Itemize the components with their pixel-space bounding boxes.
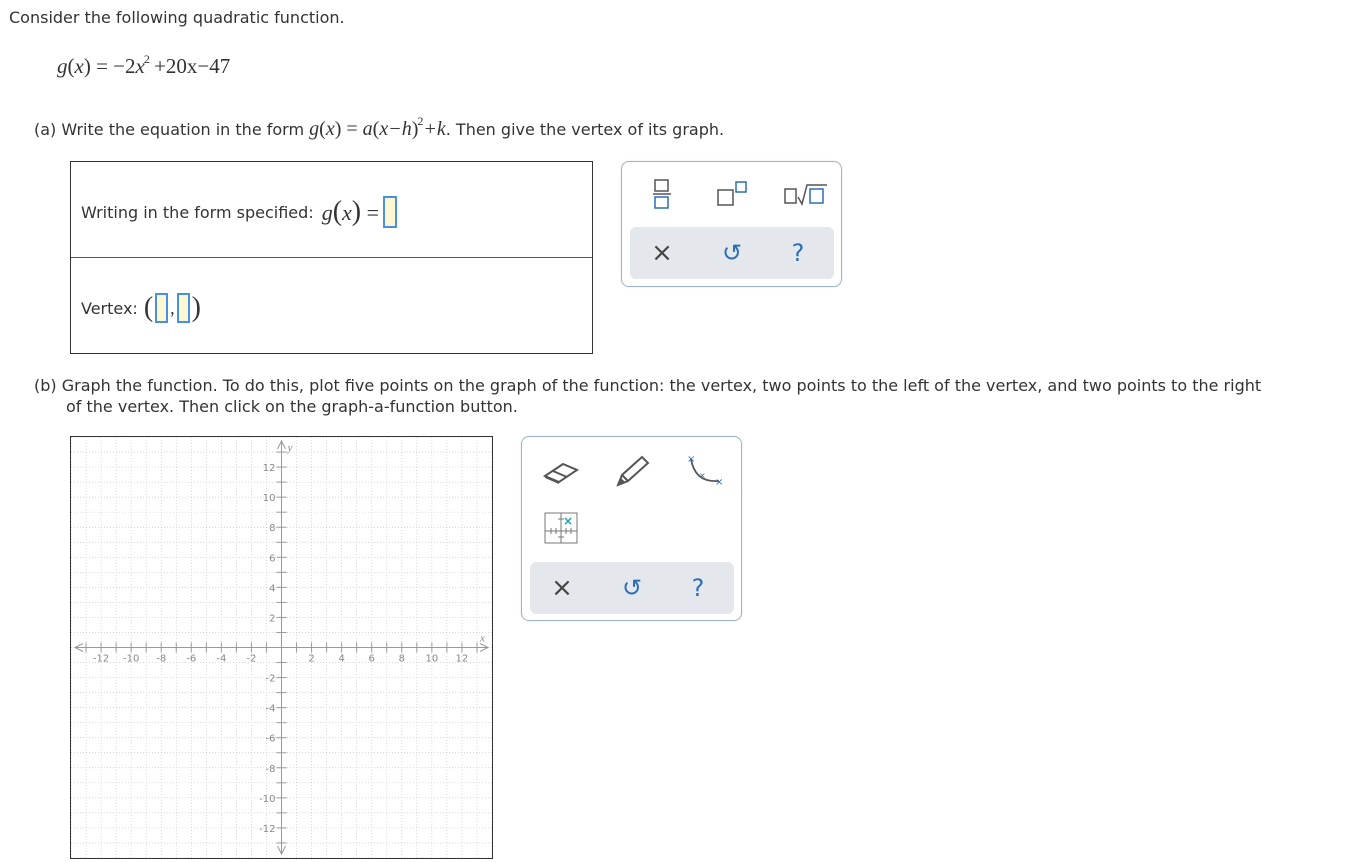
x-tick-label: 10	[425, 653, 439, 665]
undo-icon: ↺	[721, 239, 743, 267]
x-tick-label: 8	[398, 653, 405, 665]
x-tick-label: -2	[246, 653, 257, 665]
point-grid-icon	[543, 509, 579, 545]
form-row	[81, 196, 397, 228]
coordinate-grid[interactable]	[71, 437, 492, 858]
keypad-action-bar	[630, 227, 834, 279]
x-tick-label: 4	[338, 653, 345, 665]
clear-icon: ×	[651, 238, 673, 268]
vertex-row	[81, 292, 201, 324]
clear-icon: ×	[551, 573, 573, 603]
help-button[interactable]	[778, 235, 818, 271]
y-axis-label: y	[287, 442, 293, 454]
vertex-x-input[interactable]	[155, 293, 168, 323]
x-tick-label: -4	[216, 653, 227, 665]
part-b-instruction	[34, 375, 1344, 417]
x-tick-label: -12	[92, 653, 110, 665]
graph-help-button[interactable]	[678, 570, 718, 606]
graph-action-bar	[530, 562, 734, 614]
vertex-label: Vertex:	[81, 298, 138, 318]
svg-text:×: ×	[563, 514, 574, 528]
function-equation: $g(x) = -2x^2 +20x-47$	[57, 52, 231, 78]
exponent-button[interactable]	[712, 176, 752, 212]
y-tick-label: -6	[265, 733, 276, 745]
x-tick-label: -10	[122, 653, 140, 665]
close-paren: )	[191, 292, 201, 323]
y-tick-label: -12	[259, 823, 276, 835]
pencil-tool[interactable]	[607, 449, 657, 493]
graph-undo-button[interactable]	[612, 570, 652, 606]
part-b-line2: of the vertex. Then click on the graph-a-function button.	[66, 397, 518, 416]
help-icon: ?	[791, 239, 805, 267]
intro-text: Consider the following quadratic function.	[9, 8, 345, 27]
graph-clear-button[interactable]	[542, 570, 582, 606]
x-axis-label: x	[480, 632, 485, 645]
point-tool[interactable]	[536, 505, 586, 549]
y-tick-label: 2	[269, 613, 276, 625]
y-tick-label: -4	[265, 703, 276, 715]
help-icon: ?	[691, 574, 705, 602]
sqrt-button[interactable]	[782, 176, 830, 212]
y-tick-label: 6	[269, 553, 276, 565]
eraser-icon	[541, 456, 581, 486]
fraction-icon	[652, 178, 672, 210]
x-tick-label: -6	[186, 653, 197, 665]
svg-text:×: ×	[715, 477, 724, 488]
form-answer-input[interactable]	[383, 196, 397, 228]
form-label: Writing in the form specified:	[81, 202, 314, 222]
y-tick-label: -10	[259, 793, 276, 805]
exponent-icon	[715, 180, 749, 208]
y-tick-label: -2	[265, 673, 276, 685]
curve-icon	[681, 453, 725, 489]
y-tick-label: 8	[269, 523, 276, 535]
form-lhs: g(x) =	[321, 196, 380, 227]
y-tick-label: 10	[262, 493, 276, 505]
eraser-tool[interactable]	[536, 449, 586, 493]
x-tick-label: 6	[368, 653, 375, 665]
x-tick-label: 2	[308, 653, 315, 665]
part-a-instruction: (a) Write the equation in the form $g(x) = a(x-h)^2+k$. Then give the vertex of its graph.	[34, 114, 725, 140]
graph-function-tool[interactable]	[678, 449, 728, 493]
clear-button[interactable]	[642, 235, 682, 271]
svg-text:×: ×	[687, 454, 696, 465]
y-tick-label: -8	[265, 763, 276, 775]
graph-tools-panel	[521, 436, 742, 621]
svg-text:×: ×	[699, 471, 706, 480]
math-keypad	[621, 161, 842, 287]
part-b-line1: (b) Graph the function. To do this, plot five points on the graph of the function: the vertex, two points to the left of the vertex, and two points to the right	[34, 376, 1262, 395]
x-tick-label: -8	[156, 653, 167, 665]
comma: ,	[170, 297, 175, 318]
answer-divider	[71, 257, 592, 258]
fraction-button[interactable]	[642, 176, 682, 212]
answer-box	[70, 161, 593, 354]
vertex-y-input[interactable]	[177, 293, 190, 323]
sqrt-icon	[783, 182, 829, 206]
undo-button[interactable]	[712, 235, 752, 271]
undo-icon: ↺	[621, 574, 643, 602]
y-tick-label: 4	[269, 583, 276, 595]
x-tick-label: 12	[455, 653, 469, 665]
y-tick-label: 12	[262, 463, 276, 475]
pencil-icon	[612, 453, 652, 489]
open-paren: (	[143, 292, 154, 323]
graph-canvas[interactable]	[70, 436, 493, 859]
